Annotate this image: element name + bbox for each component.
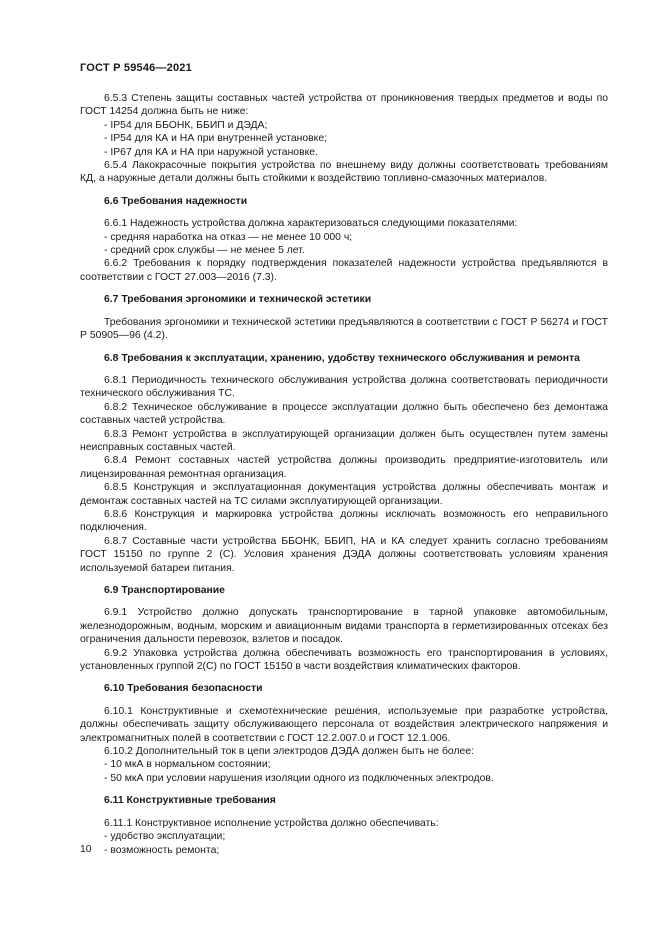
paragraph: 6.8.6 Конструкция и маркировка устройства должны исключать возможность его неправильного подключения. — [80, 508, 608, 534]
paragraph: 6.9.1 Устройство должно допускать транспортирование в тарной упаковке автомобильным, железнодорожным, водным, морским и авиационным видами транспорта в герметизированных отсеках без ограничения дальности перевозок, взлетов и посадок. — [80, 607, 608, 646]
paragraph: 6.5.4 Лакокрасочные покрытия устройства по внешнему виду должны соответствовать требованиям КД, а наружные детали должны быть стойкими к воздействию топливно-смазочных материалов. — [80, 160, 608, 185]
section-heading: 6.7 Требования эргономики и технической эстетики — [104, 294, 372, 306]
section-heading: 6.8 Требования к эксплуатации, хранению, удобству технического обслуживания и ремонта — [104, 352, 580, 364]
list-item: - средняя наработка на отказ — не менее 10 000 ч; — [104, 231, 353, 243]
paragraph: 6.11.1 Конструктивное исполнение устройства должно обеспечивать: — [104, 817, 439, 829]
paragraph: 6.10.2 Дополнительный ток в цепи электродов ДЭДА должен быть не более: — [104, 746, 474, 758]
list-item: - IP54 для ББОНК, ББИП и ДЭДА; — [104, 119, 268, 131]
section-heading: 6.10 Требования безопасности — [104, 683, 263, 695]
document-body — [80, 92, 608, 857]
list-item: - средний срок службы — не менее 5 лет. — [104, 245, 305, 257]
list-item: - 10 мкА в нормальном состоянии; — [104, 759, 271, 771]
document-header: ГОСТ Р 59546—2021 — [80, 62, 192, 74]
paragraph: 6.9.2 Упаковка устройства должна обеспечивать возможность его транспортирования в условиях, установленных группой 2(С) по ГОСТ 15150 в части воздействия климатических факторов. — [80, 647, 608, 673]
section-heading: 6.6 Требования надежности — [104, 195, 248, 207]
list-item: - IP54 для КА и НА при внутренней установке; — [104, 133, 328, 145]
paragraph: 6.8.2 Техническое обслуживание в процессе эксплуатации должно быть обеспечено без демонтажа составных частей устройства. — [80, 401, 608, 427]
list-item: - удобство эксплуатации; — [104, 831, 226, 843]
paragraph: 6.8.1 Периодичность технического обслуживания устройства должна соответствовать периодичности технического обслуживания ТС. — [80, 374, 608, 400]
paragraph: 6.10.1 Конструктивные и схемотехнические решения, используемые при разработке устройства, должны обеспечивать защиту обслуживающего персонала от воздействия электрического напряжения и электромагнитных полей в соответствии с ГОСТ 12.2.007.0 и ГОСТ 12.1.006. — [80, 705, 608, 744]
list-item: - IP67 для КА и НА при наружной установке. — [104, 146, 318, 158]
list-item: - возможность ремонта; — [104, 844, 220, 856]
section-heading: 6.11 Конструктивные требования — [104, 795, 276, 807]
paragraph: 6.8.7 Составные части устройства ББОНК, ББИП, НА и КА следует хранить согласно требованиям ГОСТ 15150 по группе 2 (С). Условия хранения ДЭДА должны соответствовать условиям хранения используемой батареи питания. — [80, 535, 608, 574]
paragraph: 6.8.4 Ремонт составных частей устройства должны производить предприятие-изготовитель или лицензированная ремонтная организация. — [80, 455, 608, 480]
paragraph: 6.5.3 Степень защиты составных частей устройства от проникновения твердых предметов и воды по ГОСТ 14254 должна быть не ниже: — [80, 93, 608, 118]
paragraph: 6.6.1 Надежность устройства должна характеризоваться следующими показателями: — [104, 218, 518, 230]
section-heading: 6.9 Транспортирование — [104, 585, 225, 596]
paragraph: 6.6.2 Требования к порядку подтверждения показателей надежности устройства предъявляются в соответствии с ГОСТ 27.003—2016 (7.3). — [80, 258, 608, 283]
paragraph: 6.8.5 Конструкция и эксплуатационная документация устройства должны обеспечивать монтаж и демонтаж составных частей на ТС силами эксплуатирующей организации. — [80, 482, 608, 507]
paragraph: 6.8.3 Ремонт устройства в эксплуатирующей организации должен быть осуществлен путем замены неисправных составных частей. — [80, 428, 608, 453]
paragraph: Требования эргономики и технической эстетики предъявляются в соответствии с ГОСТ Р 56274 и ГОСТ Р 50905—96 (4.2). — [80, 316, 608, 342]
page-number: 10 — [80, 844, 92, 855]
list-item: - 50 мкА при условии нарушения изоляции одного из подключенных электродов. — [104, 772, 494, 784]
